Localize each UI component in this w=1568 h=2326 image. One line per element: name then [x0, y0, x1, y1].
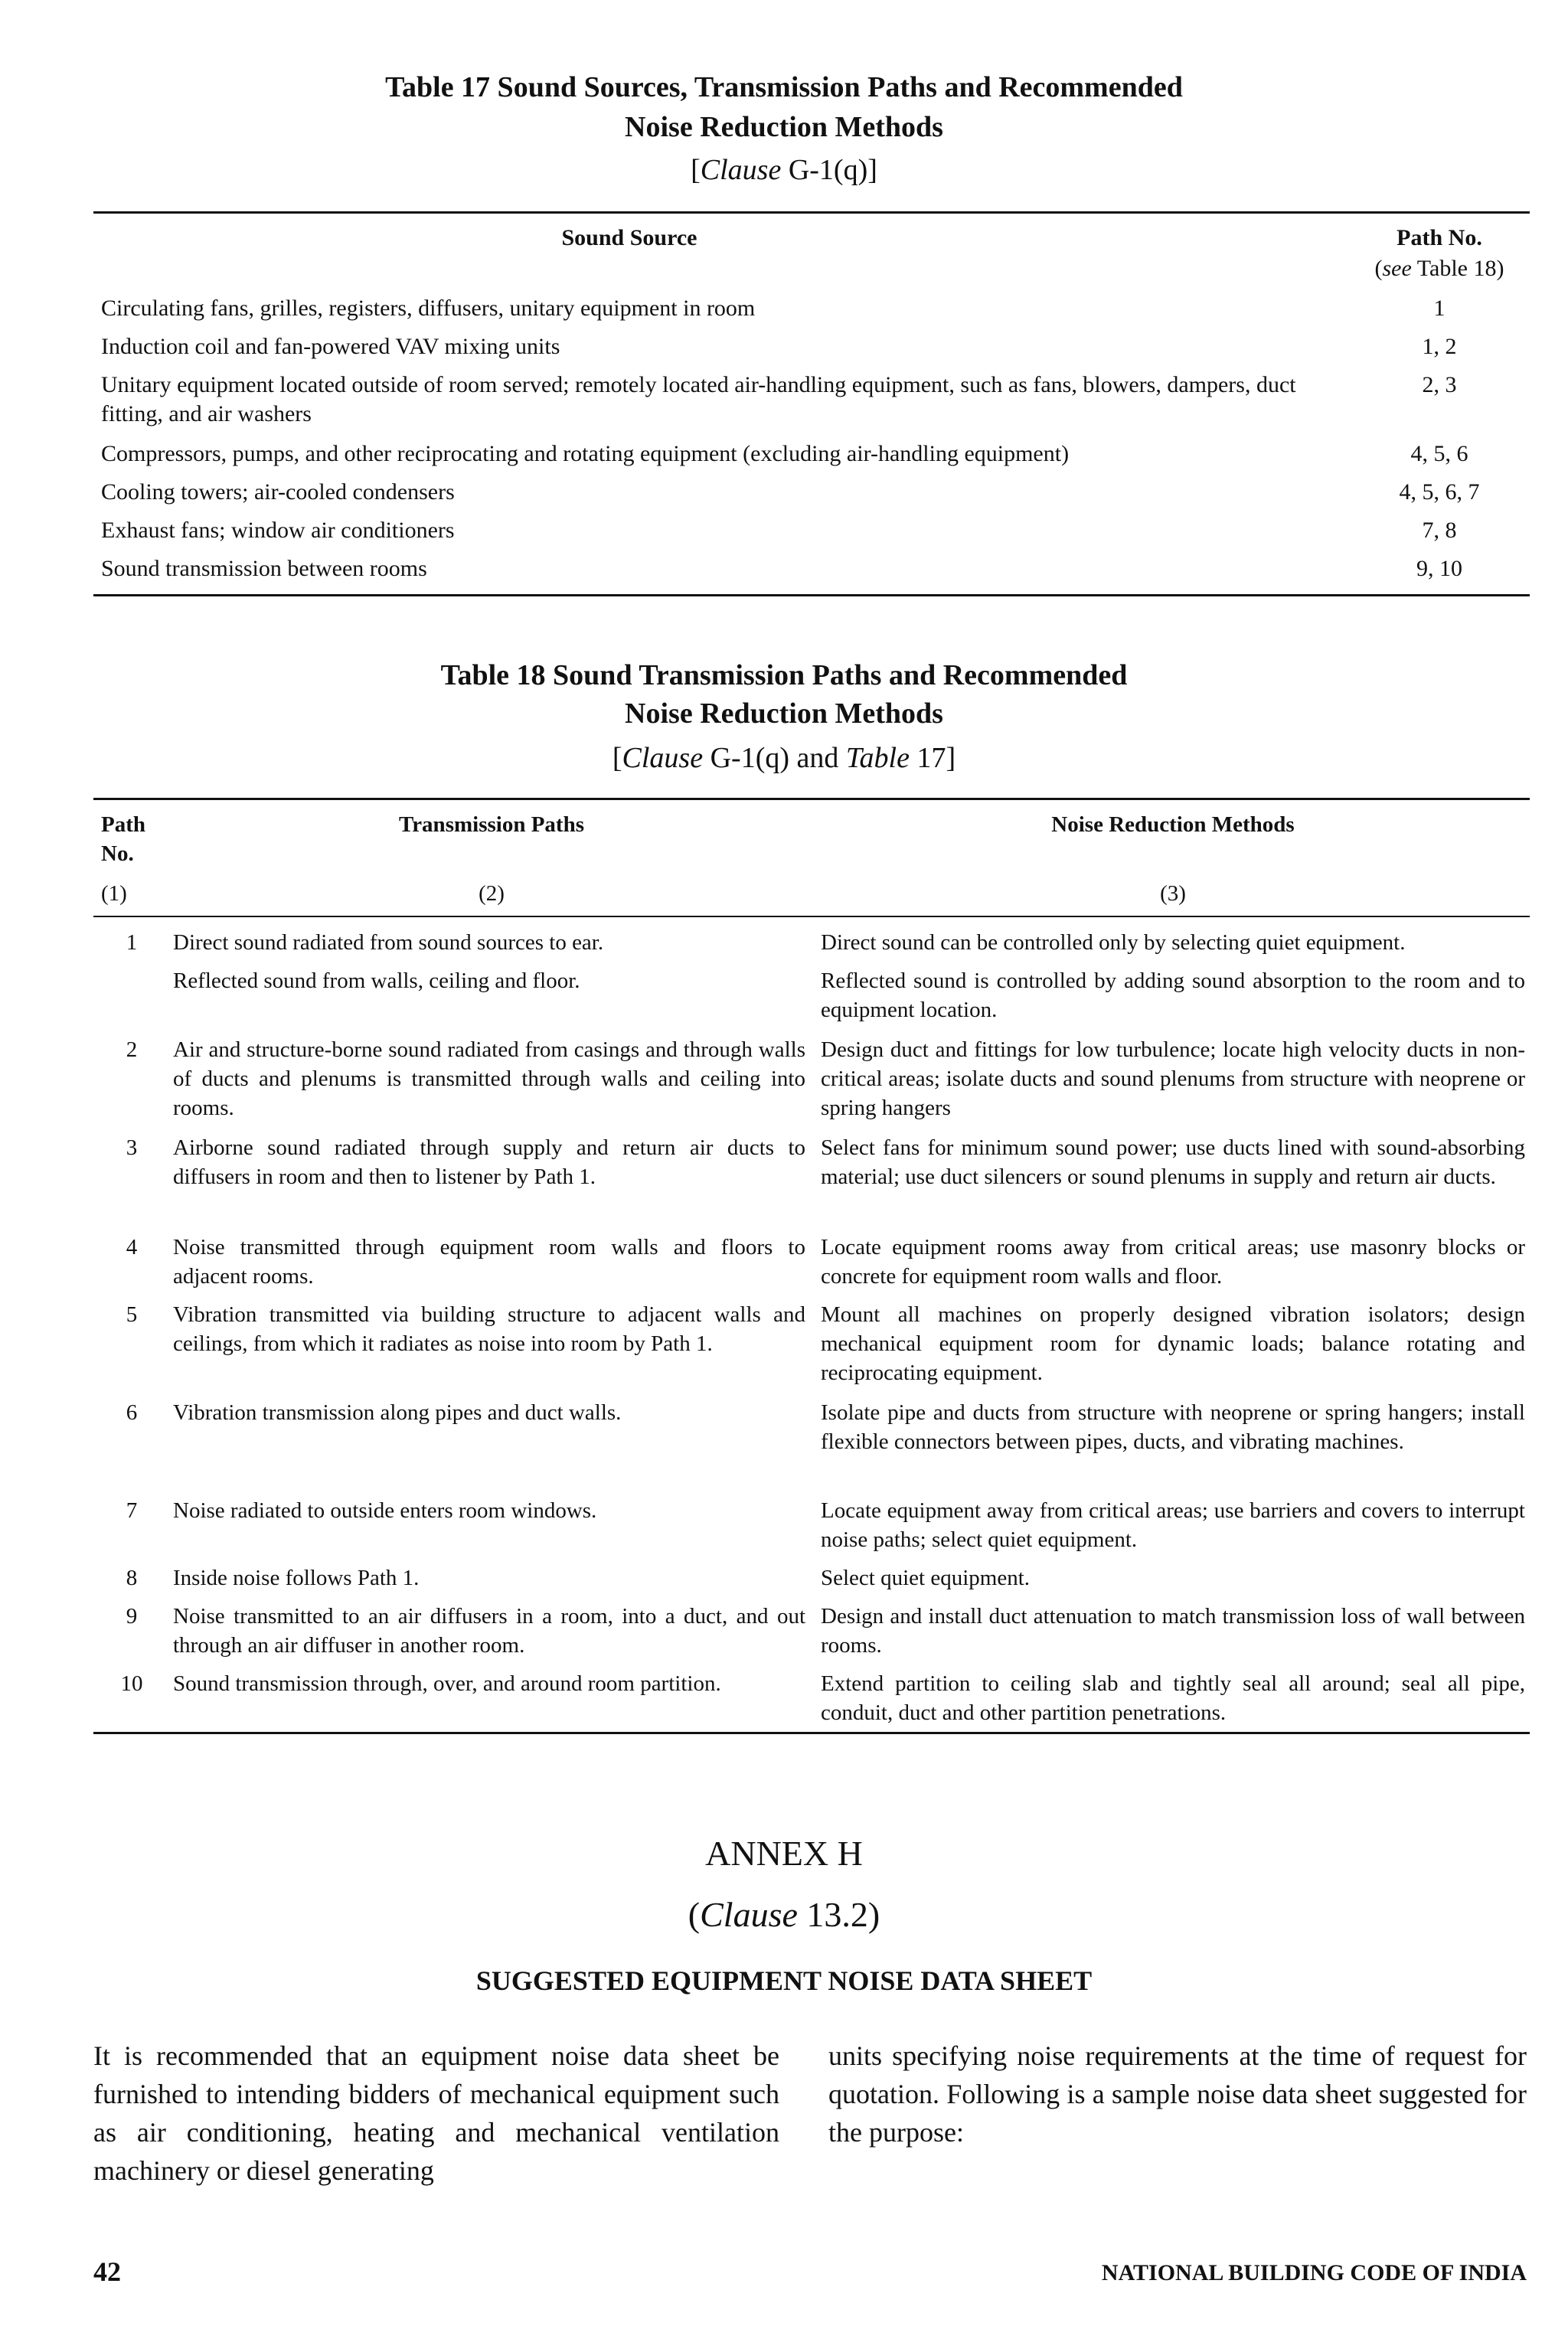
table18-path-text: Airborne sound radiated through supply and return air ducts to diffusers in room and then to listener by Path 1.	[173, 1135, 805, 1189]
table17-source: Circulating fans, grilles, registers, diffusers, unitary equipment in room	[101, 296, 756, 321]
table18-method-text: Select fans for minimum sound power; use ducts lined with sound-absorbing material; use duct silencers or sound plenums in supply and return air ducts.	[821, 1135, 1525, 1189]
table17-source: Compressors, pumps, and other reciprocating and rotating equipment (excluding air-handling equipment)	[101, 441, 1070, 466]
table17-title-line2: Noise Reduction Methods	[625, 111, 943, 143]
table18-colnum-2: (2)	[479, 881, 505, 906]
table18-path-no: 7	[126, 1498, 138, 1523]
table17-top-rule	[93, 211, 1530, 214]
table17-row	[101, 294, 1341, 323]
annex-paragraph-right: units specifying noise requirements at the time of request for quotation. Following is a sample noise data sheet suggested for the purpose:	[828, 2040, 1527, 2148]
table18-method-text: Extend partition to ceiling slab and tightly seal all around; seal all pipe, conduit, duct and other partition penetrations.	[821, 1671, 1525, 1725]
table18-clause-mid: G-1(q) and	[710, 742, 839, 774]
table18-top-rule	[93, 798, 1530, 800]
table18-path-no: 9	[126, 1604, 138, 1629]
table18-path-no: 1	[126, 930, 138, 955]
table18-path-text: Vibration transmitted via building structure to adjacent walls and ceilings, from which it radiates as noise into room by Path 1.	[173, 1302, 805, 1356]
table18-header-methods: Noise Reduction Methods	[1051, 812, 1295, 837]
table18-method-text: Isolate pipe and ducts from structure with neoprene or spring hangers; install flexible connectors between pipes, ducts, and vibrating machines.	[821, 1400, 1525, 1454]
table18-path-no: 5	[126, 1302, 138, 1327]
table17-header-see: see	[1382, 256, 1412, 281]
table18-header-path: Path	[101, 812, 145, 837]
table17-path: 4, 5, 6	[1410, 441, 1468, 466]
table18-header-transmission: Transmission Paths	[399, 812, 584, 837]
table17-source: Sound transmission between rooms	[101, 556, 427, 581]
table18-method-text: Locate equipment rooms away from critical areas; use masonry blocks or concrete for equipment room walls and floor.	[821, 1235, 1525, 1289]
table18-path-text: Sound transmission through, over, and around room partition.	[173, 1671, 721, 1696]
table17-path: 7, 8	[1422, 518, 1457, 543]
table17-source: Exhaust fans; window air conditioners	[101, 518, 455, 543]
table17-row	[101, 371, 1326, 429]
table17-path: 4, 5, 6, 7	[1399, 479, 1480, 505]
table18-path-text: Noise transmitted to an air diffusers in a room, into a duct, and out through an air diffuser in another room.	[173, 1604, 805, 1658]
table17-path: 9, 10	[1416, 556, 1462, 581]
table18-path-text: Inside noise follows Path 1.	[173, 1566, 420, 1590]
table17-clause-italic: Clause	[700, 154, 782, 186]
table18-clause-end: 17	[916, 742, 946, 774]
table17-header-path: Path No.	[1396, 225, 1482, 250]
table18-path-no: 4	[126, 1235, 138, 1259]
table17-header-table-ref: Table 18	[1416, 256, 1497, 281]
annex-paragraph-left: It is recommended that an equipment noise data sheet be furnished to intending bidders of mechanical equipment such as air conditioning, heating and mechanical ventilation machinery or diesel generating	[93, 2040, 779, 2186]
table18-path-no: 6	[126, 1400, 138, 1425]
table17-clause-ref: G-1(q)	[788, 154, 868, 186]
table18-path-text: Direct sound radiated from sound sources to ear.	[173, 930, 604, 955]
table17-row	[101, 478, 1341, 507]
table17-row	[101, 516, 1341, 545]
table17-header-path-sub: (see Table 18)	[1374, 256, 1504, 281]
annex-clause: (Clause 13.2)	[688, 1895, 880, 1934]
table18-method-text: Locate equipment away from critical areas; use barriers and covers to interrupt noise paths; select quiet equipment.	[821, 1498, 1525, 1552]
table18-bottom-rule	[93, 1732, 1530, 1734]
table17-clause: [Clause G-1(q)]	[691, 154, 877, 186]
table18-colnum-1: (1)	[101, 881, 127, 906]
publication-name: NATIONAL BUILDING CODE OF INDIA	[1101, 2260, 1527, 2285]
table18-clause: [Clause G-1(q) and Table 17]	[612, 742, 956, 774]
table17-source: Induction coil and fan-powered VAV mixing units	[101, 334, 560, 359]
table18-path-text: Reflected sound from walls, ceiling and floor.	[173, 969, 580, 993]
page-number: 42	[93, 2256, 121, 2287]
table18-path-text: Noise transmitted through equipment room walls and floors to adjacent rooms.	[173, 1235, 805, 1289]
annex-heading: ANNEX H	[705, 1834, 863, 1873]
annex-clause-italic: Clause	[700, 1895, 798, 1934]
table18-path-no: 3	[126, 1135, 138, 1160]
table18-path-text: Air and structure-borne sound radiated from casings and through walls of ducts and plenums is transmitted through walls and ceiling into rooms.	[173, 1037, 805, 1120]
table18-method-text: Reflected sound is controlled by adding sound absorption to the room and to equipment location.	[821, 969, 1525, 1022]
annex-clause-ref: 13.2	[806, 1895, 868, 1934]
table17-title-line1: Table 17 Sound Sources, Transmission Paths and Recommended	[385, 71, 1183, 103]
table17-row	[101, 332, 1341, 361]
table17-path: 1, 2	[1422, 334, 1457, 359]
table17-row	[101, 554, 1341, 583]
table17-row	[101, 439, 1341, 469]
table18-method-text: Mount all machines on properly designed vibration isolators; design mechanical equipment room for dynamic loads; balance rotating and reciprocating equipment.	[821, 1302, 1525, 1385]
table18-title-line1: Table 18 Sound Transmission Paths and Recommended	[440, 659, 1128, 691]
table17-path: 1	[1433, 296, 1446, 321]
table17-source: Cooling towers; air-cooled condensers	[101, 479, 455, 505]
table18-colnum-3: (3)	[1160, 881, 1186, 906]
table17-bottom-rule	[93, 594, 1530, 596]
table18-header-rule	[93, 916, 1530, 917]
table17-source: Unitary equipment located outside of room served; remotely located air-handling equipment, such as fans, blowers, dampers, duct fitting, and air washers	[101, 372, 1296, 426]
table18-method-text: Design duct and fittings for low turbulence; locate high velocity ducts in non-critical areas; isolate ducts and sound plenums from structure with neoprene or spring hangers	[821, 1037, 1525, 1120]
table18-clause-italic: Clause	[622, 742, 704, 774]
table18-clause-table-italic: Table	[845, 742, 910, 774]
table18-title-line2: Noise Reduction Methods	[625, 697, 943, 730]
table18-header-no: No.	[101, 841, 134, 866]
table18-path-text: Noise radiated to outside enters room windows.	[173, 1498, 597, 1523]
table17-header-source: Sound Source	[561, 225, 697, 250]
table18-method-text: Direct sound can be controlled only by selecting quiet equipment.	[821, 930, 1406, 955]
annex-subheading: SUGGESTED EQUIPMENT NOISE DATA SHEET	[475, 1965, 1093, 1996]
table18-path-text: Vibration transmission along pipes and duct walls.	[173, 1400, 622, 1425]
table18-path-no: 10	[120, 1671, 143, 1696]
table17-path: 2, 3	[1422, 372, 1457, 397]
table18-path-no: 2	[126, 1037, 138, 1062]
table18-method-text: Design and install duct attenuation to match transmission loss of wall between rooms.	[821, 1604, 1525, 1658]
table18-path-no: 8	[126, 1566, 138, 1590]
table18-method-text: Select quiet equipment.	[821, 1566, 1031, 1590]
